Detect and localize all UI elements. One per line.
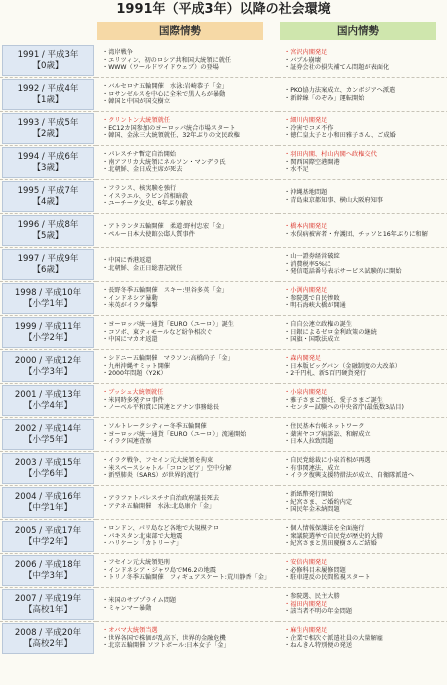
- event-item: ・ 米国のサブプライム問題: [102, 597, 278, 605]
- event-item: ・ 北朝鮮、金正日総書記就任: [102, 265, 278, 273]
- year-label: 2007 / 平成19年: [14, 593, 82, 604]
- event-item: ・ ねんきん特別便の発送: [284, 642, 447, 650]
- event-item: ・ クリントン大統領就任: [102, 117, 278, 125]
- event-item: ・ 中国にマカオ返還: [102, 336, 278, 344]
- event-item: ・ 青島東京都知事、横山大阪府知事: [284, 197, 447, 205]
- table-row: [0, 554, 447, 588]
- age-label: 【高校1年】: [24, 604, 72, 615]
- year-label: 2000 / 平成12年: [14, 355, 82, 366]
- international-events: [96, 486, 278, 520]
- table-row: [0, 248, 447, 282]
- international-events: [96, 180, 278, 214]
- year-cell: [0, 622, 96, 656]
- age-label: 【1歳】: [32, 94, 64, 105]
- domestic-events: [278, 384, 447, 418]
- event-item: ・ 発信電話番号表示サービス試験的に開始: [284, 268, 447, 276]
- event-item: ・ イスラエル、ラビン首相暗殺: [102, 193, 278, 201]
- event-item: ・ 安倍内閣発足: [284, 559, 447, 567]
- event-item: ・ 橋本内閣発足: [284, 223, 447, 231]
- event-item: ・ トリノ冬季五輪開催 フィギュアスケート:荒川静香「金」: [102, 574, 278, 582]
- header-domestic: 国内情勢: [280, 22, 436, 40]
- domestic-events: [278, 214, 447, 248]
- table-row: [0, 78, 447, 112]
- age-label: 【2歳】: [32, 128, 64, 139]
- event-item: ・ 新型肺炎（SARS）が世界的流行: [102, 472, 278, 480]
- event-item: ・ 九州沖縄サミット開催: [102, 363, 278, 371]
- event-item: ・ 自民党総裁に小泉首相が再選: [284, 457, 447, 465]
- domestic-events: [278, 180, 447, 214]
- year-label: 2006 / 平成18年: [14, 559, 82, 570]
- event-item: ・ 南アフリカ大統領にネルソン・マンデラ氏: [102, 159, 278, 167]
- event-item: ・ 福田内閣発足: [284, 601, 447, 609]
- year-cell: [0, 112, 96, 146]
- international-events: [96, 112, 278, 146]
- event-item: ・ 紀宮さまと黒田慶樹さんご結婚: [284, 540, 447, 548]
- event-item: ・ パレスチナ暫定自治開始: [102, 151, 278, 159]
- year-cell: [0, 316, 96, 350]
- event-item: ・ 韓国、金泳三大統領就任、32年ぶりの文民政権: [102, 132, 278, 140]
- table-row: [0, 622, 447, 656]
- event-item: ・ 有事関連法、成立: [284, 465, 447, 473]
- event-item: ・ 湾岸戦争: [102, 49, 278, 57]
- event-item: ・ 新紙幣発行開始: [284, 491, 447, 499]
- event-item: ・ 細川内閣発足: [284, 117, 447, 125]
- event-item: ・ 新幹線「のぞみ」運転開始: [284, 95, 447, 103]
- table-row: [0, 146, 447, 180]
- event-item: ・ 水不足: [284, 166, 447, 174]
- year-box: [2, 351, 94, 382]
- year-cell: [0, 418, 96, 452]
- event-item: ・ アテネ五輪開催 水泳:北島康介「金」: [102, 503, 278, 511]
- year-cell: [0, 214, 96, 248]
- event-item: ・ 韓国と中国が国交樹立: [102, 98, 278, 106]
- event-item: ・ EC12カ国参加のヨーロッパ統合市場スタート: [102, 125, 278, 133]
- event-item: ・ ロンドン、パリ島など各地で大規模テロ: [102, 525, 278, 533]
- event-item: ・ ミャンマー暴動: [102, 605, 278, 613]
- international-events: [96, 350, 278, 384]
- age-label: 【小学1年】: [24, 298, 72, 309]
- year-box: [2, 181, 94, 212]
- event-item: ・ エリツィン、初のロシア共和国大統領に就任: [102, 57, 278, 65]
- event-item: ・ 徳仁皇太子と小和田雅子さん、ご成婚: [284, 132, 447, 140]
- event-item: ・ 証券会社の損失補てん問題が表面化: [284, 64, 447, 72]
- event-item: ・ 長野冬季五輪開催 スキー:里谷多英「金」: [102, 287, 278, 295]
- event-item: ・ 消費税率5%に: [284, 261, 447, 269]
- year-cell: [0, 78, 96, 112]
- table-row: [0, 486, 447, 520]
- domestic-events: [278, 554, 447, 588]
- international-events: [96, 316, 278, 350]
- year-cell: [0, 486, 96, 520]
- event-item: ・ ソルトレークシティー冬季五輪開催: [102, 423, 278, 431]
- age-label: 【5歳】: [32, 230, 64, 241]
- year-box: [2, 419, 94, 450]
- year-box: [2, 79, 94, 110]
- year-box: [2, 113, 94, 144]
- year-label: 1999 / 平成11年: [14, 321, 82, 332]
- table-row: [0, 316, 447, 350]
- event-item: ・ ブッシュ大統領就任: [102, 389, 278, 397]
- event-item: ・ ヨーロッパ統一通貨「EURO（ユーロ）」流通開始: [102, 431, 278, 439]
- domestic-events: [278, 418, 447, 452]
- event-item: ・ 参院選で自民惨敗: [284, 295, 447, 303]
- year-label: 1996 / 平成8年: [17, 219, 79, 230]
- year-label: 1993 / 平成5年: [17, 117, 79, 128]
- table-row: [0, 418, 447, 452]
- event-item: ・ 雅子さまご懐妊、愛子さまご誕生: [284, 397, 447, 405]
- event-item: ・ オバマ大統領当選: [102, 627, 278, 635]
- event-item: ・ 参院選、民主大勝: [284, 593, 447, 601]
- year-label: 2002 / 平成14年: [14, 423, 82, 434]
- event-item: ・ WWW（ワールドワイドウェブ）の登場: [102, 64, 278, 72]
- year-label: 1994 / 平成6年: [17, 151, 79, 162]
- international-events: [96, 452, 278, 486]
- age-label: 【小学6年】: [24, 468, 72, 479]
- event-item: ・ フランス、核実験を強行: [102, 185, 278, 193]
- event-item: ・ 関西国際空港開港: [284, 159, 447, 167]
- year-cell: [0, 554, 96, 588]
- event-item: ・ 宮沢内閣発足: [284, 49, 447, 57]
- year-box: [2, 147, 94, 178]
- year-label: 2003 / 平成15年: [14, 457, 82, 468]
- event-item: ・ 日本版ビッグバン（金融制度の大改革）: [284, 363, 447, 371]
- international-events: [96, 214, 278, 248]
- age-label: 【中学2年】: [24, 536, 72, 547]
- event-item: ・ 森内閣発足: [284, 355, 447, 363]
- domestic-events: [278, 622, 447, 656]
- year-cell: [0, 146, 96, 180]
- year-label: 1997 / 平成9年: [17, 253, 79, 264]
- international-events: [96, 520, 278, 554]
- year-label: 2004 / 平成16年: [14, 491, 82, 502]
- event-item: ・ ヨーロッパ統一通貨「EURO（ユーロ）」誕生: [102, 321, 278, 329]
- table-row: [0, 112, 447, 146]
- year-box: [2, 385, 94, 416]
- international-events: [96, 622, 278, 656]
- event-item: ・ ロサンゼルスを中心に全米で黒人らが暴動: [102, 91, 278, 99]
- event-item: ・ ペルー日本大使館公邸人質事件: [102, 231, 278, 239]
- year-label: 1991 / 平成3年: [17, 49, 79, 60]
- event-item: ・ フセイン元大統領処刑: [102, 559, 278, 567]
- event-item: ・ 必修科目未履修問題: [284, 567, 447, 575]
- table-row: [0, 588, 447, 622]
- age-label: 【3歳】: [32, 162, 64, 173]
- international-events: [96, 588, 278, 622]
- international-events: [96, 554, 278, 588]
- year-box: [2, 317, 94, 348]
- event-item: ・ 紀宮さま、ご婚約内定: [284, 499, 447, 507]
- age-label: 【小学4年】: [24, 400, 72, 411]
- event-item: ・ インドネシア暴動: [102, 295, 278, 303]
- age-label: 【0歳】: [32, 60, 64, 71]
- table-row: [0, 44, 447, 78]
- event-item: ・ 米英がイラク爆撃: [102, 302, 278, 310]
- year-cell: [0, 248, 96, 282]
- age-label: 【6歳】: [32, 264, 64, 275]
- age-label: 【中学3年】: [24, 570, 72, 581]
- event-item: ・ 国民年金未納問題: [284, 506, 447, 514]
- event-item: ・ イラク国連査察: [102, 438, 278, 446]
- timeline-table: [0, 44, 447, 655]
- year-box: [2, 249, 94, 280]
- event-item: ・ 衆議院選挙で自民党が歴史的大勝: [284, 533, 447, 541]
- year-cell: [0, 180, 96, 214]
- event-item: ・ 小泉内閣発足: [284, 389, 447, 397]
- year-cell: [0, 520, 96, 554]
- header-international: 国際情勢: [97, 22, 263, 40]
- year-box: [2, 45, 94, 76]
- event-item: ・ バルセロナ五輪開催 水泳:岩崎恭子「金」: [102, 83, 278, 91]
- event-item: ・ ユーチーク女史、6年ぶり解放: [102, 200, 278, 208]
- year-box: [2, 453, 94, 484]
- event-item: ・ センター試験への中央省庁(最低数3品目): [284, 404, 447, 412]
- age-label: 【小学2年】: [24, 332, 72, 343]
- year-label: 2001 / 平成13年: [14, 389, 82, 400]
- event-item: ・ PKO協力法案成立、カンボジアへ派遣: [284, 87, 447, 95]
- event-item: ・ 冷害でコメ不作: [284, 125, 447, 133]
- domestic-events: [278, 78, 447, 112]
- international-events: [96, 384, 278, 418]
- year-box: [2, 555, 94, 586]
- event-item: ・ イラク戦争、フセイン元大統領を拘束: [102, 457, 278, 465]
- page-title: 1991年（平成3年）以降の社会環境: [116, 2, 331, 17]
- event-item: ・ 北朝鮮、金日成主席が死去: [102, 166, 278, 174]
- event-item: ・ アトランタ五輪開催 柔道:野村忠宏「金」: [102, 223, 278, 231]
- international-events: [96, 78, 278, 112]
- event-item: ・ 個人情報保護法を全面施行: [284, 525, 447, 533]
- year-label: 1992 / 平成4年: [17, 83, 79, 94]
- domestic-events: [278, 146, 447, 180]
- event-item: ・ 小渕内閣発足: [284, 287, 447, 295]
- year-box: [2, 215, 94, 246]
- year-box: [2, 521, 94, 552]
- event-item: ・ 米同時多発テロ事件: [102, 397, 278, 405]
- year-cell: [0, 452, 96, 486]
- year-label: 2005 / 平成17年: [14, 525, 82, 536]
- event-item: ・ 該当者不明の年金問題: [284, 608, 447, 616]
- event-item: ・ アラファトパレスチナ自治政府議長死去: [102, 495, 278, 503]
- event-item: ・ ノーベル平和賞に国連とアナン事務総長: [102, 404, 278, 412]
- international-events: [96, 418, 278, 452]
- domestic-events: [278, 44, 447, 78]
- table-row: [0, 282, 447, 316]
- year-label: 1998 / 平成10年: [14, 287, 82, 298]
- age-label: 【高校2年】: [24, 638, 72, 649]
- event-item: ・ 2千円札、新5百円硬貨発行: [284, 370, 447, 378]
- event-item: ・ シドニー五輪開催 マラソン:高橋尚子「金」: [102, 355, 278, 363]
- year-cell: [0, 384, 96, 418]
- event-item: ・ 薬害ヤコブ病訴訟、和解成立: [284, 431, 447, 439]
- international-events: [96, 248, 278, 282]
- domestic-events: [278, 486, 447, 520]
- table-row: [0, 384, 447, 418]
- domestic-events: [278, 520, 447, 554]
- table-row: [0, 452, 447, 486]
- age-label: 【中学1年】: [24, 502, 72, 513]
- international-events: [96, 146, 278, 180]
- event-item: ・ 中国に香港返還: [102, 257, 278, 265]
- event-item: ・ 国旗・国歌法成立: [284, 336, 447, 344]
- domestic-events: [278, 588, 447, 622]
- year-box: [2, 623, 94, 654]
- event-item: ・ パキスタン北東部で大地震: [102, 533, 278, 541]
- event-item: ・ 米スペースシャトル「コロンビア」空中分解: [102, 465, 278, 473]
- event-item: ・ 日本人拉致問題: [284, 438, 447, 446]
- event-item: ・ バブル崩壊: [284, 57, 447, 65]
- table-row: [0, 214, 447, 248]
- event-item: ・ 羽田内閣、村山内閣へ政権交代: [284, 151, 447, 159]
- event-item: ・ 駐車違反の民間監視スタート: [284, 574, 447, 582]
- year-label: 1995 / 平成7年: [17, 185, 79, 196]
- event-item: ・ 企業で相次ぐ派遣社員の大量解雇: [284, 635, 447, 643]
- table-row: [0, 350, 447, 384]
- event-item: ・ イラク復興支援特措法が成立、自衛隊派遣へ: [284, 472, 447, 480]
- domestic-events: [278, 112, 447, 146]
- age-label: 【小学5年】: [24, 434, 72, 445]
- year-box: [2, 487, 94, 518]
- event-item: ・ 麻生内閣発足: [284, 627, 447, 635]
- event-item: ・ コソボ、東ティモールなど紛争相次ぐ: [102, 329, 278, 337]
- event-item: ・ 自自公連立政権の誕生: [284, 321, 447, 329]
- year-label: 2008 / 平成20年: [14, 627, 82, 638]
- domestic-events: [278, 282, 447, 316]
- year-cell: [0, 588, 96, 622]
- event-item: ・ ハリケーン「カトリーナ」: [102, 540, 278, 548]
- year-cell: [0, 282, 96, 316]
- event-item: ・ 水俣病被害者・弁護団、チッソと16年ぶりに和解: [284, 231, 447, 239]
- table-row: [0, 180, 447, 214]
- event-item: ・ 山一證券経営破綻: [284, 253, 447, 261]
- domestic-events: [278, 452, 447, 486]
- table-row: [0, 520, 447, 554]
- year-cell: [0, 44, 96, 78]
- event-item: ・ 北京五輪開催 ソフトボール:日本女子「金」: [102, 642, 278, 650]
- event-item: ・ 住民基本台帳ネットワーク: [284, 423, 447, 431]
- event-item: ・ 2000年問題（Y2K）: [102, 370, 278, 378]
- event-item: ・ 沖縄基地問題: [284, 189, 447, 197]
- domestic-events: [278, 248, 447, 282]
- event-item: ・ 世界各国で株価が乱高下、世界的金融危機: [102, 635, 278, 643]
- age-label: 【小学3年】: [24, 366, 72, 377]
- domestic-events: [278, 316, 447, 350]
- year-box: [2, 283, 94, 314]
- event-item: ・ 明石海峡大橋が開通: [284, 302, 447, 310]
- age-label: 【4歳】: [32, 196, 64, 207]
- international-events: [96, 282, 278, 316]
- event-item: ・ 日銀によるゼロ金利政策の継続: [284, 329, 447, 337]
- international-events: [96, 44, 278, 78]
- domestic-events: [278, 350, 447, 384]
- event-item: ・ インドネシア・ジャワ島でM6.2の地震: [102, 567, 278, 575]
- year-cell: [0, 350, 96, 384]
- year-box: [2, 589, 94, 620]
